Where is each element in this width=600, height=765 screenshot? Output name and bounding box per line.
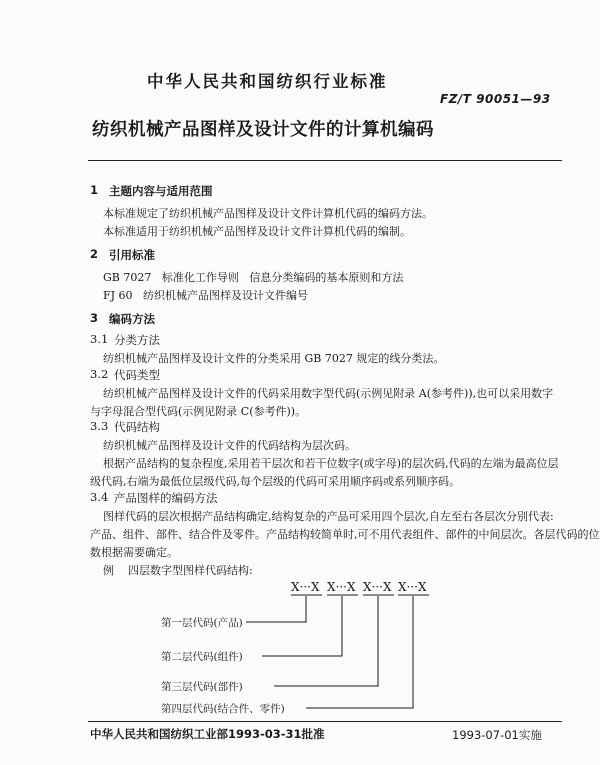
level-4-label: 第四层代码(结合件、零件) — [161, 703, 285, 715]
section-3-4-line-1: 图样代码的层次根据产品结构确定,结构复杂的产品可采用四个层次,自左至右各层次分别代表: — [103, 510, 554, 523]
section-3-3-number: 3.3 — [90, 419, 109, 433]
issuer-approval: 中华人民共和国纺织工业部1993-03-31批准 — [90, 727, 325, 741]
code-segment-3: X···X — [363, 580, 392, 594]
effective-date: 1993-07-01实施 — [452, 728, 542, 742]
document-title: 纺织机械产品图样及设计文件的计算机编码 — [92, 120, 434, 140]
footer-divider — [88, 721, 562, 722]
section-3-4-line-3: 数根据需要确定。 — [90, 546, 178, 559]
code-segment-1: X···X — [291, 580, 320, 594]
section-3-1-number: 3.1 — [90, 332, 109, 346]
section-3-number: 3 — [90, 311, 99, 325]
connector-level-1 — [246, 596, 306, 622]
example-caption: 例 四层数字型图样代码结构: — [103, 564, 253, 577]
level-3-label: 第三层代码(部件) — [161, 681, 243, 693]
section-3-4-title: 产品图样的编码方法 — [114, 491, 218, 505]
section-1-paragraph-2: 本标准适用于纺织机械产品图样及设计文件计算机代码的编制。 — [103, 225, 411, 238]
section-3-3-line-3: 级代码,右端为最低位层级代码,每个层级的代码可采用顺序码或系列顺序码。 — [90, 475, 460, 488]
section-3-2-title: 代码类型 — [114, 368, 160, 382]
connector-level-4 — [306, 596, 413, 708]
standard-category: 中华人民共和国纺织行业标准 — [147, 72, 388, 91]
section-3-3-title: 代码结构 — [114, 420, 160, 434]
section-3-1-text: 纺织机械产品图样及设计文件的分类采用 GB 7027 规定的线分类法。 — [103, 352, 445, 365]
code-segment-4: X···X — [398, 580, 427, 594]
connector-level-3 — [274, 596, 378, 686]
section-2-number: 2 — [90, 247, 99, 261]
connector-level-2 — [262, 596, 342, 656]
section-3-2-line-2: 与字母混合型代码(示例见附录 C(参考件))。 — [90, 405, 307, 418]
reference-fj60: FJ 60 纺织机械产品图样及设计文件编号 — [103, 289, 309, 302]
section-2-title: 引用标准 — [109, 248, 155, 262]
section-3-4-number: 3.4 — [90, 490, 109, 504]
section-1-title: 主题内容与适用范围 — [109, 184, 213, 198]
section-1-number: 1 — [90, 183, 99, 197]
section-3-2-line-1: 纺织机械产品图样及设计文件的代码采用数字型代码(示例见附录 A(参考件)),也可以采用数字 — [103, 387, 554, 400]
section-3-1-title: 分类方法 — [114, 333, 160, 347]
section-3-4-line-2: 产品、组件、部件、结合件及零件。产品结构较简单时,可不用代表组件、部件的中间层次。各层代码的位 — [90, 528, 600, 541]
level-1-label: 第一层代码(产品) — [161, 617, 243, 629]
code-segment-2: X···X — [327, 580, 356, 594]
section-3-title: 编码方法 — [109, 312, 155, 326]
section-3-3-line-1: 纺织机械产品图样及设计文件的代码结构为层次码。 — [103, 439, 356, 452]
section-3-2-number: 3.2 — [90, 367, 109, 381]
level-2-label: 第二层代码(组件) — [161, 651, 243, 663]
section-1-paragraph-1: 本标准规定了纺织机械产品图样及设计文件计算机代码的编码方法。 — [103, 207, 433, 220]
reference-gb7027: GB 7027 标准化工作导则 信息分类编码的基本原则和方法 — [103, 271, 404, 284]
section-3-3-line-2: 根据产品结构的复杂程度,采用若干层次和若干位数字(或字母)的层次码,代码的左端为最高位层 — [103, 457, 559, 470]
standard-code: FZ/T 90051—93 — [440, 92, 551, 106]
